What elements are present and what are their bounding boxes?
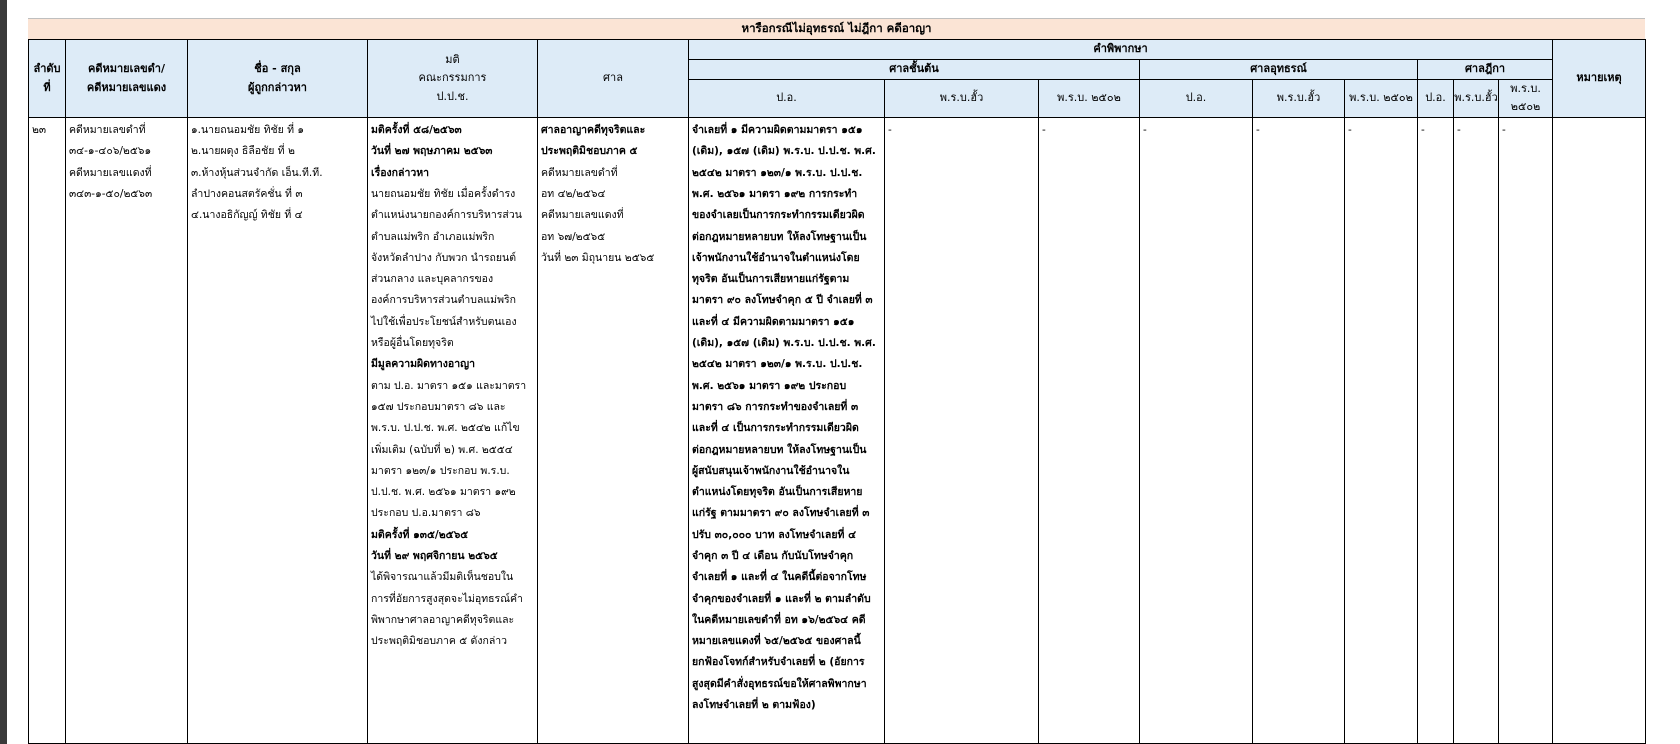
resolution-line: นายถนอมชัย ทิชัย เมื่อครั้งดำรง bbox=[371, 187, 516, 200]
row-resolution bbox=[368, 118, 538, 744]
verdict-line: มาตรา ๘๖ การกระทำของจำเลยที่ ๓ bbox=[692, 400, 859, 413]
row-appeal-court-election: - bbox=[1253, 118, 1345, 744]
resolution-line: หรือผู้อื่นโดยทุจริต bbox=[371, 337, 454, 350]
resolution-line: ประกอบ ป.อ.มาตรา ๘๖ bbox=[371, 507, 481, 520]
resolution-line: การที่อัยการสูงสุดจะไม่อุทธรณ์คำ bbox=[371, 592, 523, 605]
verdict-line: ๒๕๔๒ มาตรา ๑๒๓/๑ พ.ร.บ. ป.ป.ช. bbox=[692, 166, 863, 179]
row-supreme-court-election: - bbox=[1454, 118, 1499, 744]
row-first-court-2502: - bbox=[1039, 118, 1140, 744]
resolution-line: ส่วนกลาง และบุคลากรของ bbox=[371, 273, 494, 286]
row-court bbox=[538, 118, 689, 744]
verdict-line: ผู้สนับสนุนเจ้าพนักงานใช้อำนาจใน bbox=[692, 464, 850, 477]
header-name: ชื่อ - สกุล ผู้ถูกกล่าวหา bbox=[188, 40, 368, 118]
court-line: อท ๖๗/๒๕๖๕ bbox=[541, 230, 606, 243]
row-first-court-criminal bbox=[689, 118, 885, 744]
row-supreme-court-criminal: - bbox=[1418, 118, 1454, 744]
resolution-line: เพิ่มเติม (ฉบับที่ ๒) พ.ศ. ๒๕๕๔ bbox=[371, 443, 513, 456]
header-supreme-court: ศาลฎีกา bbox=[1418, 59, 1553, 79]
header-first-election: พ.ร.บ.ฮั้ว bbox=[885, 79, 1039, 117]
court-line: คดีหมายเลขดำที่ bbox=[541, 166, 618, 179]
verdict-line: จำเลยที่ ๑ และที่ ๔ ในคดีนี้ต่อจากโทษ bbox=[692, 571, 867, 584]
verdict-line: และที่ ๔ มีความผิดตามมาตรา ๑๕๑ bbox=[692, 315, 855, 328]
header-appeal-court: ศาลอุทธรณ์ bbox=[1140, 59, 1418, 79]
verdict-line: ตำแหน่งโดยทุจริต อันเป็นการเสียหาย bbox=[692, 486, 863, 499]
resolution-line: ไปใช้เพื่อประโยชน์สำหรับตนเอง bbox=[371, 315, 517, 328]
header-supreme-criminal: ป.อ. bbox=[1418, 79, 1454, 117]
row-names: ๑.นายถนอมชัย ทิชัย ที่ ๑ ๒.นายผดุง ธิลือชัย ที่ ๒ ๓.ห้างหุ้นส่วนจำกัด เอ็น.ที.ที. ลำปางคอนสตรัคชั่น ที่ ๓ ๔.นางอธิกัญญ์ ทิชัย ที่ ๔ bbox=[188, 118, 368, 744]
header-first-2502: พ.ร.บ. ๒๕๐๒ bbox=[1039, 79, 1140, 117]
resolution-line: พิพากษาศาลอาญาคดีทุจริตและ bbox=[371, 613, 515, 626]
verdict-line: ปรับ ๓๐,๐๐๐ บาท ลงโทษจำเลยที่ ๔ bbox=[692, 528, 857, 541]
row-appeal-court-criminal: - bbox=[1140, 118, 1253, 744]
resolution-line: ๑๕๗ ประกอบมาตรา ๘๖ และ bbox=[371, 400, 506, 413]
header-appeal-criminal: ป.อ. bbox=[1140, 79, 1253, 117]
verdict-line: ๒๕๔๒ มาตรา ๑๒๓/๑ พ.ร.บ. ป.ป.ช. bbox=[692, 358, 863, 371]
verdict-line: จำคุก ๓ ปี ๔ เดือน กับนับโทษจำคุก bbox=[692, 550, 854, 562]
court-line: อท ๔๒/๒๕๖๔ bbox=[541, 187, 606, 200]
resolution-line: ตำบลแม่พริก อำเภอแม่พริก bbox=[371, 230, 495, 243]
header-supreme-election: พ.ร.บ.ฮั้ว bbox=[1454, 79, 1499, 117]
header-appeal-2502: พ.ร.บ. ๒๕๐๒ bbox=[1345, 79, 1418, 117]
verdict-line: ต่อกฎหมายหลายบท ให้ลงโทษฐานเป็น bbox=[692, 443, 867, 456]
court-line: ประพฤติมิชอบภาค ๕ bbox=[541, 145, 638, 158]
verdict-line: พ.ศ. ๒๕๖๑ มาตรา ๑๙๒ การกระทำ bbox=[692, 187, 858, 200]
verdict-line: จำเลยที่ ๑ มีความผิดตามมาตรา ๑๕๑ bbox=[692, 124, 863, 137]
resolution-line: ป.ป.ช. พ.ศ. ๒๕๖๑ มาตรา ๑๙๒ bbox=[371, 486, 516, 499]
resolution-line: พ.ร.บ. ป.ป.ช. พ.ศ. ๒๕๔๒ แก้ไข bbox=[371, 422, 520, 435]
row-supreme-court-2502: - bbox=[1499, 118, 1553, 744]
header-remark: หมายเหตุ bbox=[1553, 40, 1646, 118]
resolution-line: มติครั้งที่ ๕๘/๒๕๖๓ bbox=[371, 124, 462, 137]
resolution-line: องค์การบริหารส่วนตำบลแม่พริก bbox=[371, 294, 517, 307]
resolution-line: มาตรา ๑๒๓/๑ ประกอบ พ.ร.บ. bbox=[371, 464, 510, 477]
verdict-line: (เดิม), ๑๕๗ (เดิม) พ.ร.บ. ป.ป.ช. พ.ศ. bbox=[692, 337, 876, 350]
judgment-table bbox=[28, 39, 1646, 744]
header-verdict: คำพิพากษา bbox=[689, 40, 1553, 60]
verdict-line: หมายเลขแดงที่ ๖๕/๒๕๖๕ ของศาลนี้ bbox=[692, 635, 861, 648]
row-remark bbox=[1553, 118, 1646, 744]
page-title: หารือกรณีไม่อุทธรณ์ ไม่ฎีกา คดีอาญา bbox=[28, 18, 1645, 39]
row-appeal-court-2502: - bbox=[1345, 118, 1418, 744]
resolution-line: ตำแหน่งนายกองค์การบริหารส่วน bbox=[371, 209, 522, 222]
header-order: ลำดับ ที่ bbox=[29, 40, 66, 118]
row-first-court-election: - bbox=[885, 118, 1039, 744]
verdict-line: ของจำเลยเป็นการกระทำกรรมเดียวผิด bbox=[692, 209, 865, 222]
verdict-line: ต่อกฎหมายหลายบท ให้ลงโทษฐานเป็น bbox=[692, 230, 867, 243]
verdict-line: สูงสุดมีคำสั่งอุทธรณ์ขอให้ศาลพิพากษา bbox=[692, 677, 867, 690]
verdict-line: จำคุกของจำเลยที่ ๑ และที่ ๒ ตามลำดับ bbox=[692, 592, 871, 605]
verdict-line: ทุจริต อันเป็นการเสียหายแก่รัฐตาม bbox=[692, 273, 850, 286]
verdict-line: พ.ศ. ๒๕๖๑ มาตรา ๑๙๒ ประกอบ bbox=[692, 379, 847, 392]
resolution-line: มติครั้งที่ ๑๓๕/๒๕๖๕ bbox=[371, 528, 469, 541]
header-appeal-election: พ.ร.บ.ฮั้ว bbox=[1253, 79, 1345, 117]
verdict-line: ในคดีหมายเลขดำที่ อท ๑๖/๒๕๖๔ คดี bbox=[692, 613, 866, 626]
resolution-line: ประพฤติมิชอบภาค ๕ ดังกล่าว bbox=[371, 635, 508, 648]
court-line: ศาลอาญาคดีทุจริตและ bbox=[541, 124, 646, 137]
court-line: วันที่ ๒๓ มิถุนายน ๒๕๖๕ bbox=[541, 251, 655, 264]
resolution-line: ได้พิจารณาแล้วมีมติเห็นชอบใน bbox=[371, 571, 514, 584]
row-case-no: คดีหมายเลขดำที่ ๓๔-๑-๔๐๖/๒๕๖๑ คดีหมายเลขแดงที่ ๓๔๓-๑-๕๐/๒๕๖๓ bbox=[66, 118, 188, 744]
verdict-line: และที่ ๔ เป็นการกระทำกรรมเดียวผิด bbox=[692, 422, 859, 435]
court-line: คดีหมายเลขแดงที่ bbox=[541, 209, 624, 222]
header-court: ศาล bbox=[538, 40, 689, 118]
verdict-line: มาตรา ๙๐ ลงโทษจำคุก ๕ ปี จำเลยที่ ๓ bbox=[692, 294, 873, 307]
resolution-line: ตาม ป.อ. มาตรา ๑๕๑ และมาตรา bbox=[371, 379, 527, 392]
table-row bbox=[29, 118, 1646, 744]
header-case-no: คดีหมายเลขดำ/ คดีหมายเลขแดง bbox=[66, 40, 188, 118]
resolution-line: วันที่ ๒๗ พฤษภาคม ๒๕๖๓ bbox=[371, 145, 493, 158]
resolution-line: วันที่ ๒๙ พฤศจิกายน ๒๕๖๕ bbox=[371, 550, 498, 562]
header-resolution: มติ คณะกรรมการ ป.ป.ช. bbox=[368, 40, 538, 118]
header-first-court: ศาลชั้นต้น bbox=[689, 59, 1140, 79]
verdict-line: แก่รัฐ ตามมาตรา ๙๐ ลงโทษจำเลยที่ ๓ bbox=[692, 507, 870, 520]
header-supreme-2502: พ.ร.บ. ๒๕๐๒ bbox=[1499, 79, 1553, 117]
header-first-criminal: ป.อ. bbox=[689, 79, 885, 117]
resolution-line: มีมูลความผิดทางอาญา bbox=[371, 358, 475, 371]
verdict-line: ยกฟ้องโจทก์สำหรับจำเลยที่ ๒ (อัยการ bbox=[692, 656, 865, 669]
verdict-line: ลงโทษจำเลยที่ ๒ ตามฟ้อง) bbox=[692, 699, 816, 712]
verdict-line: (เดิม), ๑๕๗ (เดิม) พ.ร.บ. ป.ป.ช. พ.ศ. bbox=[692, 145, 876, 158]
resolution-line: จังหวัดลำปาง กับพวก นำรถยนต์ bbox=[371, 251, 517, 264]
row-order: ๒๓ bbox=[29, 118, 66, 744]
verdict-line: เจ้าพนักงานใช้อำนาจในตำแหน่งโดย bbox=[692, 251, 860, 264]
resolution-line: เรื่องกล่าวหา bbox=[371, 166, 430, 179]
window-edge bbox=[0, 0, 7, 744]
